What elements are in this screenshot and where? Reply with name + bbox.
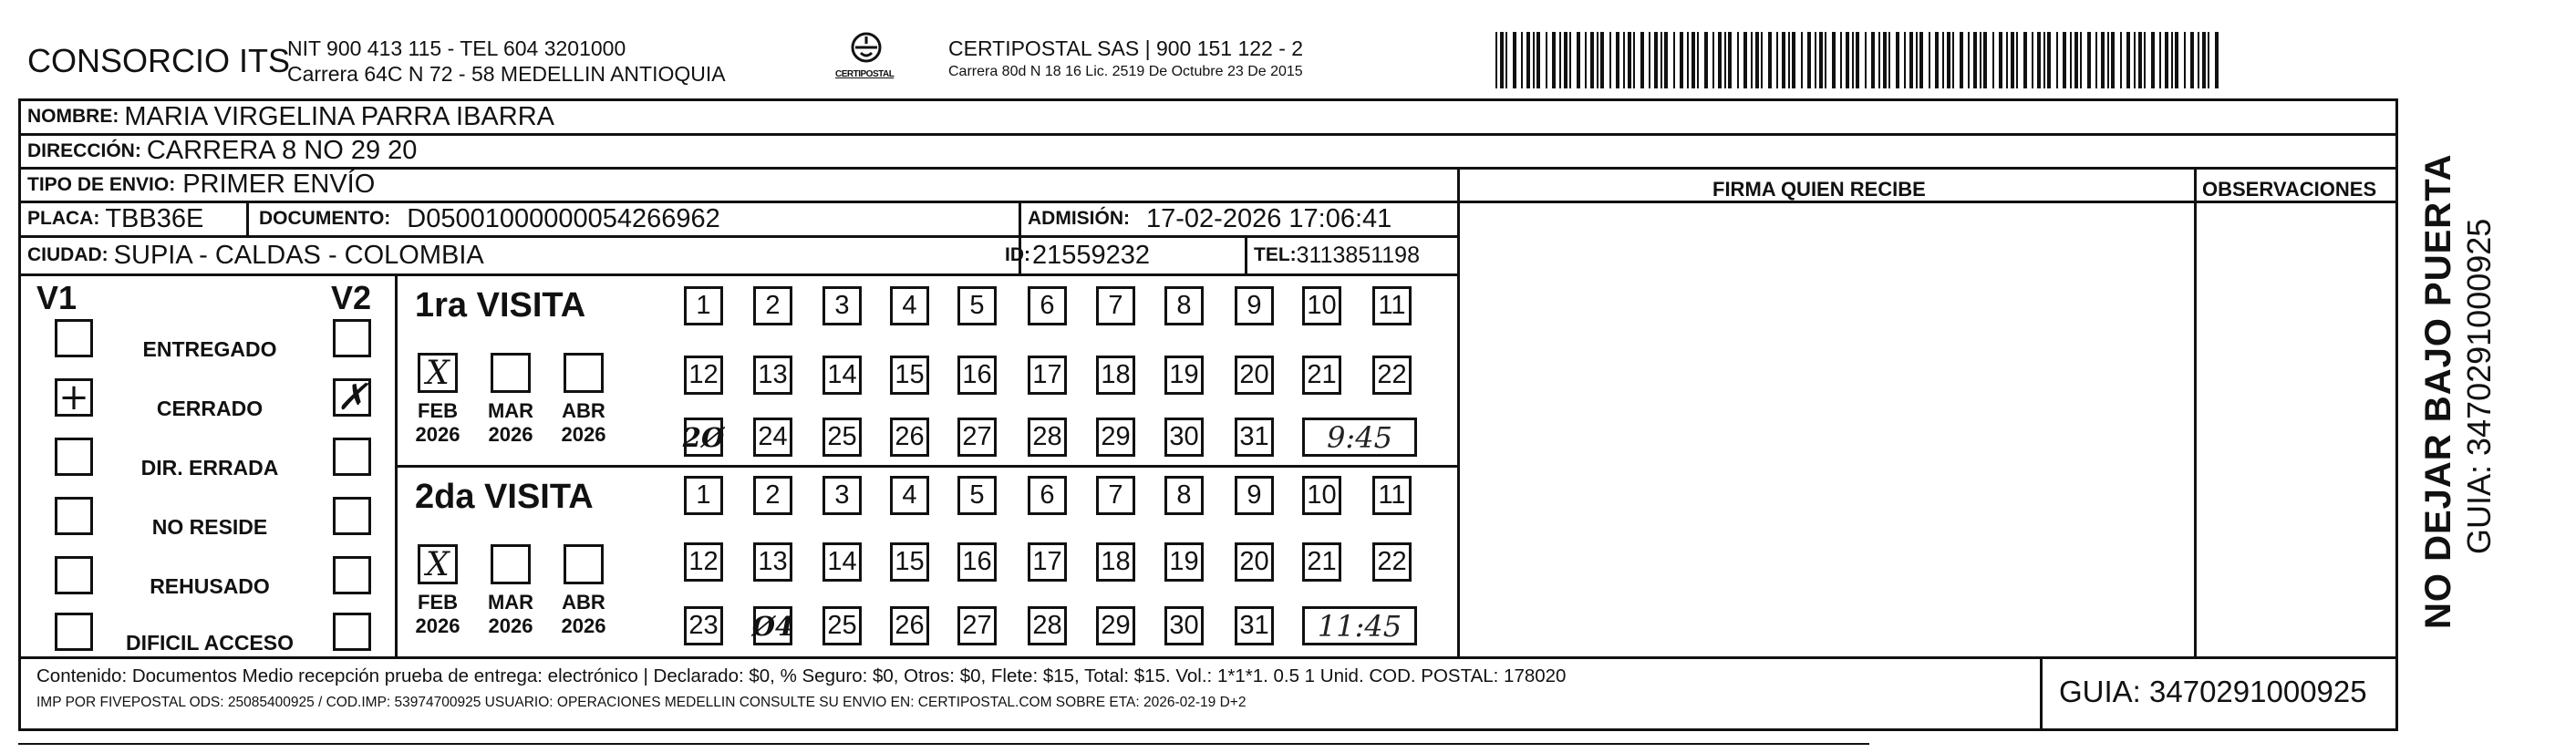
day-box[interactable]: 6 (1028, 476, 1067, 515)
day-box[interactable]: 18 (1096, 542, 1135, 582)
side-guia-text: GUIA: 3470291000925 (2460, 218, 2498, 554)
barcode-bar (2151, 32, 2155, 88)
barcode-bar (1505, 32, 1507, 88)
day-box[interactable]: 27 (957, 418, 997, 457)
day-box[interactable]: 13 (753, 542, 792, 582)
barcode-bar (2095, 32, 2097, 88)
barcode-bar (1536, 32, 1540, 88)
nombre-value: MARIA VIRGELINA PARRA IBARRA (124, 101, 554, 131)
barcode-bar (1600, 32, 1604, 88)
barcode-bar (2023, 32, 2027, 88)
day-box[interactable]: 4 (890, 476, 929, 515)
day-box[interactable]: 16 (957, 356, 997, 395)
barcode-bar (1664, 32, 1668, 88)
day-box[interactable]: 6 (1028, 286, 1067, 325)
side-warning-text: NO DEJAR BAJO PUERTA (2418, 153, 2458, 629)
status-v1-checkbox[interactable] (55, 319, 93, 357)
barcode-bar (1628, 32, 1631, 88)
month-name: FEB (418, 399, 458, 422)
day-box[interactable]: 3 (822, 286, 862, 325)
status-v1-checkbox[interactable] (55, 556, 93, 594)
admision-label: ADMISIÓN: (1028, 208, 1130, 229)
tel-cell (1254, 237, 1420, 273)
day-box[interactable]: 9 (1235, 286, 1274, 325)
day-box[interactable]: 7 (1096, 286, 1135, 325)
status-v2-checkbox[interactable] (333, 556, 371, 594)
day-box[interactable]: 8 (1164, 476, 1204, 515)
barcode-bar (2120, 32, 2122, 88)
barcode-bar (1919, 32, 1923, 88)
status-v2-checkbox[interactable] (333, 613, 371, 651)
barcode-bar (1792, 32, 1795, 88)
day-box[interactable]: 22 (1372, 356, 1412, 395)
barcode-bar (1546, 32, 1547, 88)
day-box[interactable]: 15 (890, 356, 929, 395)
barcode-bar (1852, 32, 1854, 88)
courier-line2: Carrera 80d N 18 16 Lic. 2519 De Octubre 23 De 2015 (948, 64, 1303, 79)
month-label (479, 591, 543, 638)
month-checkbox-abr[interactable] (564, 353, 604, 393)
day-box[interactable]: 30 (1164, 606, 1204, 645)
barcode-bar (1697, 32, 1699, 88)
barcode-bar (1718, 32, 1722, 88)
barcode-bar (2107, 32, 2109, 88)
day-box[interactable]: 31 (1235, 418, 1274, 457)
day-box[interactable]: 17 (1028, 356, 1067, 395)
barcode-bar (1737, 32, 1739, 88)
barcode (1495, 32, 2225, 88)
tel-value: 3113851198 (1296, 242, 1420, 268)
month-checkbox-feb[interactable]: X (418, 544, 458, 584)
month-year: 2026 (488, 614, 533, 637)
day-box[interactable]: 5 (957, 476, 997, 515)
barcode-bar (1609, 32, 1611, 88)
day-box[interactable]: 21 (1302, 356, 1341, 395)
barcode-bar (1728, 32, 1732, 88)
courier-line1: CERTIPOSTAL SAS | 900 151 122 - 2 (948, 36, 1304, 60)
barcode-bar (1865, 32, 1867, 88)
barcode-bar (1825, 32, 1826, 88)
day-box[interactable]: 2 (753, 476, 792, 515)
day-box[interactable]: 20 (1235, 356, 1274, 395)
day-box[interactable]: 20 (1235, 542, 1274, 582)
barcode-bar (1815, 32, 1816, 88)
visit-time[interactable]: 9:45 (1302, 418, 1417, 457)
month-name: MAR (487, 591, 534, 614)
day-box[interactable]: 1 (684, 476, 723, 515)
barcode-bar (1973, 32, 1977, 88)
day-box[interactable]: 22 (1372, 542, 1412, 582)
id-value: 21559232 (1032, 240, 1151, 270)
day-box[interactable]: 23 (684, 606, 723, 645)
month-name: FEB (418, 591, 458, 614)
day-box[interactable]: 28 (1028, 606, 1067, 645)
barcode-bar (1680, 32, 1683, 88)
barcode-bar (2175, 32, 2178, 88)
day-box[interactable]: 19 (1164, 356, 1204, 395)
barcode-bar (2101, 32, 2105, 88)
day-box[interactable]: 24 (753, 418, 792, 457)
tipo-label: TIPO DE ENVIO: (27, 173, 176, 195)
barcode-bar (1904, 32, 1906, 88)
day-box[interactable]: 30 (1164, 418, 1204, 457)
barcode-bar (1846, 32, 1849, 88)
day-box[interactable]: 29 (1096, 606, 1135, 645)
barcode-bar (1942, 32, 1944, 88)
barcode-bar (1712, 32, 1714, 88)
barcode-bar (1704, 32, 1708, 88)
barcode-bar (2080, 32, 2082, 88)
barcode-bar (2070, 32, 2072, 88)
day-box[interactable]: 7 (1096, 476, 1135, 515)
month-name: MAR (487, 399, 534, 422)
barcode-bar (1768, 32, 1772, 88)
status-label: CERRADO (156, 397, 264, 420)
direccion-row (27, 135, 417, 167)
status-v1-checkbox[interactable] (55, 438, 93, 476)
id-label: ID: (1005, 244, 1030, 265)
company-address: Carrera 64C N 72 - 58 MEDELLIN ANTIOQUIA (287, 62, 726, 86)
barcode-bar (1968, 32, 1970, 88)
barcode-bar (1633, 32, 1635, 88)
status-v2-checkbox[interactable] (333, 319, 371, 357)
day-box[interactable]: Ø4 (753, 606, 792, 645)
day-box[interactable]: 27 (957, 606, 997, 645)
barcode-bar (1526, 32, 1530, 88)
month-checkbox-mar[interactable] (491, 353, 531, 393)
barcode-bar (1743, 32, 1747, 88)
placa-label: PLACA: (27, 208, 100, 229)
day-box[interactable]: 25 (822, 606, 862, 645)
month-year: 2026 (415, 423, 460, 446)
day-box[interactable]: 12 (684, 542, 723, 582)
month-label (406, 591, 470, 638)
barcode-bar (1660, 32, 1662, 88)
status-label: ENTREGADO (142, 337, 277, 361)
side-guia (2460, 219, 2498, 554)
status-label: REHUSADO (150, 574, 270, 598)
firma-header: FIRMA QUIEN RECIBE (1712, 178, 1926, 201)
barcode-bar (2144, 32, 2146, 88)
day-box[interactable]: 10 (1302, 286, 1341, 325)
barcode-bar (1564, 32, 1567, 88)
month-year: 2026 (561, 423, 606, 446)
barcode-bar (2056, 32, 2058, 88)
status-label: NO RESIDE (151, 515, 268, 539)
barcode-bar (2198, 32, 2199, 88)
barcode-bar (1500, 32, 1504, 88)
v2-header: V2 (331, 279, 372, 316)
day-box[interactable]: 14 (822, 356, 862, 395)
day-box[interactable]: 4 (890, 286, 929, 325)
barcode-bar (1819, 32, 1823, 88)
barcode-bar (2047, 32, 2051, 88)
barcode-bar (2037, 32, 2041, 88)
barcode-bar (1856, 32, 1859, 88)
day-box[interactable]: 14 (822, 542, 862, 582)
status-label: DIR. ERRADA (140, 456, 279, 480)
barcode-bar (1751, 32, 1753, 88)
admision-cell (1028, 202, 1391, 235)
barcode-bar (1585, 32, 1587, 88)
day-box[interactable]: 31 (1235, 606, 1274, 645)
tipo-value: PRIMER ENVÍO (182, 170, 376, 199)
status-v2-checkbox[interactable]: ✗ (333, 378, 371, 417)
day-box[interactable]: 25 (822, 418, 862, 457)
barcode-bar (1623, 32, 1625, 88)
barcode-bar (2202, 32, 2206, 88)
status-v1-checkbox[interactable]: + (55, 378, 93, 417)
certipostal-logo (821, 27, 912, 91)
tel-label: TEL: (1254, 244, 1297, 265)
barcode-bar (1755, 32, 1759, 88)
barcode-bar (1782, 32, 1785, 88)
barcode-bar (1801, 32, 1803, 88)
barcode-bar (1840, 32, 1842, 88)
month-year: 2026 (488, 423, 533, 446)
barcode-bar (1597, 32, 1598, 88)
month-name: ABR (562, 591, 605, 614)
barcode-bar (2138, 32, 2142, 88)
barcode-bar (2190, 32, 2194, 88)
day-box[interactable]: 5 (957, 286, 997, 325)
barcode-bar (1992, 32, 1994, 88)
observaciones-header: OBSERVACIONES (2202, 178, 2377, 201)
barcode-bar (2111, 32, 2115, 88)
barcode-bar (1640, 32, 1644, 88)
status-v1-checkbox[interactable] (55, 613, 93, 651)
barcode-bar (2184, 32, 2186, 88)
footer-guia: GUIA: 3470291000925 (2059, 675, 2367, 708)
barcode-bar (1983, 32, 1987, 88)
ciudad-label: CIUDAD: (27, 244, 109, 265)
status-label: DIFICIL ACCESO (125, 631, 294, 655)
ciudad-value: SUPIA - CALDAS - COLOMBIA (113, 240, 484, 270)
barcode-bar (1999, 32, 2002, 88)
barcode-bar (2126, 32, 2130, 88)
day-box[interactable]: 13 (753, 356, 792, 395)
barcode-bar (1691, 32, 1695, 88)
barcode-bar (1929, 32, 1930, 88)
barcode-bar (1909, 32, 1913, 88)
month-checkbox-mar[interactable] (491, 544, 531, 584)
month-label (552, 591, 616, 638)
day-box[interactable]: 19 (1164, 542, 1204, 582)
month-label (552, 399, 616, 447)
barcode-bar (2063, 32, 2066, 88)
visit-time[interactable]: 11:45 (1302, 606, 1417, 645)
barcode-bar (1521, 32, 1523, 88)
logo-text: CERTIPOSTAL (835, 69, 895, 79)
barcode-bar (1687, 32, 1689, 88)
nombre-row (27, 100, 554, 133)
barcode-bar (1947, 32, 1950, 88)
barcode-bar (1513, 32, 1516, 88)
barcode-bar (1724, 32, 1726, 88)
day-box[interactable]: 3 (822, 476, 862, 515)
barcode-bar (1559, 32, 1561, 88)
day-box[interactable]: 11 (1372, 476, 1412, 515)
admision-value: 17-02-2026 17:06:41 (1146, 203, 1392, 233)
barcode-bar (2215, 32, 2219, 88)
barcode-bar (1761, 32, 1763, 88)
barcode-bar (1888, 32, 1890, 88)
footer-contenido: Contenido: Documentos Medio recepción prueba de entrega: electrónico | Declarado: $0, % Seguro: $0, Otros: $0, Flete: $15, Total: $15. Vol.: 1*1*1. 0.5 1 Unid. COD. POSTAL: 178020 (36, 665, 1567, 686)
placa-cell (27, 202, 203, 235)
tipo-row (27, 169, 375, 201)
waybill-frame (18, 98, 2398, 731)
barcode-bar (1896, 32, 1899, 88)
barcode-bar (1673, 32, 1675, 88)
visit-title: 1ra VISITA (415, 286, 586, 325)
month-year: 2026 (415, 614, 460, 637)
barcode-bar (1577, 32, 1580, 88)
barcode-bar (1569, 32, 1571, 88)
barcode-bar (2032, 32, 2033, 88)
id-cell (1005, 237, 1150, 273)
day-box[interactable]: 10 (1302, 476, 1341, 515)
barcode-bar (1871, 32, 1875, 88)
barcode-bar (1616, 32, 1619, 88)
barcode-bar (1935, 32, 1939, 88)
barcode-bar (1807, 32, 1811, 88)
month-year: 2026 (561, 614, 606, 637)
barcode-bar (1533, 32, 1535, 88)
barcode-bar (2087, 32, 2091, 88)
barcode-bar (2171, 32, 2173, 88)
day-box[interactable]: 28 (1028, 418, 1067, 457)
company-nit: NIT 900 413 115 - TEL 604 3201000 (287, 36, 626, 60)
barcode-bar (2006, 32, 2008, 88)
day-box[interactable]: 2Ø (684, 418, 723, 457)
barcode-bar (1788, 32, 1790, 88)
company-name: CONSORCIO ITS (27, 42, 291, 79)
barcode-bar (2074, 32, 2078, 88)
barcode-bar (2016, 32, 2018, 88)
direccion-label: DIRECCIÓN: (27, 139, 141, 161)
barcode-bar (2159, 32, 2161, 88)
day-box[interactable]: 18 (1096, 356, 1135, 395)
nombre-label: NOMBRE: (27, 106, 119, 127)
barcode-bar (1590, 32, 1594, 88)
month-label (406, 399, 470, 447)
month-name: ABR (562, 399, 605, 422)
barcode-bar (1952, 32, 1954, 88)
barcode-bar (2134, 32, 2136, 88)
day-box[interactable]: 1 (684, 286, 723, 325)
barcode-bar (1495, 32, 1497, 88)
v1-header: V1 (36, 279, 78, 316)
day-box[interactable]: 9 (1235, 476, 1274, 515)
barcode-bar (1832, 32, 1836, 88)
barcode-bar (1552, 32, 1556, 88)
direccion-value: CARRERA 8 NO 29 20 (146, 136, 418, 165)
documento-cell (259, 202, 720, 235)
barcode-bar (1883, 32, 1887, 88)
day-box[interactable]: 15 (890, 542, 929, 582)
month-label (479, 399, 543, 447)
barcode-bar (2011, 32, 2014, 88)
documento-value: D05001000000054266962 (407, 203, 720, 233)
day-box[interactable]: 12 (684, 356, 723, 395)
side-warning (2418, 153, 2459, 629)
status-v2-checkbox[interactable] (333, 438, 371, 476)
status-v1-checkbox[interactable] (55, 497, 93, 535)
barcode-bar (2043, 32, 2045, 88)
documento-label: DOCUMENTO: (259, 208, 391, 229)
placa-value: TBB36E (105, 203, 204, 233)
month-checkbox-abr[interactable] (564, 544, 604, 584)
barcode-bar (2208, 32, 2209, 88)
barcode-bar (1916, 32, 1918, 88)
barcode-bar (1980, 32, 1981, 88)
day-box[interactable]: 2 (753, 286, 792, 325)
barcode-bar (1649, 32, 1650, 88)
month-checkbox-feb[interactable]: X (418, 353, 458, 393)
day-box[interactable]: 29 (1096, 418, 1135, 457)
footer-imp: IMP POR FIVEPOSTAL ODS: 25085400925 / COD.IMP: 53974700925 USUARIO: OPERACIONES MEDELLIN CONSULTE SU ENVIO EN: CERTIPOSTAL.COM SOBRE ETA: 2026-02-19 D+2 (36, 695, 1247, 710)
day-box[interactable]: 17 (1028, 542, 1067, 582)
barcode-bar (1776, 32, 1778, 88)
day-box[interactable]: 26 (890, 418, 929, 457)
day-box[interactable]: 11 (1372, 286, 1412, 325)
barcode-bar (1654, 32, 1658, 88)
barcode-bar (1878, 32, 1880, 88)
status-v2-checkbox[interactable] (333, 497, 371, 535)
barcode-bar (1960, 32, 1963, 88)
day-box[interactable]: 26 (890, 606, 929, 645)
ciudad-cell (27, 237, 484, 273)
barcode-bar (2165, 32, 2168, 88)
visit-title: 2da VISITA (415, 478, 594, 516)
day-box[interactable]: 21 (1302, 542, 1341, 582)
day-box[interactable]: 16 (957, 542, 997, 582)
day-box[interactable]: 8 (1164, 286, 1204, 325)
